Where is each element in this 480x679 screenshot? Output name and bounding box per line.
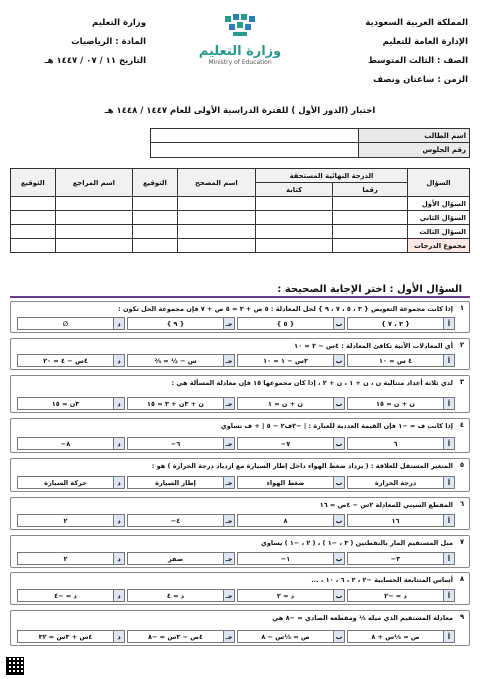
option-letter: جـ: [223, 477, 234, 488]
answer-options: [15, 317, 455, 330]
question-number: ٥: [459, 461, 465, 469]
option-value: ∅: [62, 320, 69, 328]
answer-option[interactable]: [347, 437, 455, 450]
student-fields[interactable]: [150, 128, 358, 158]
answer-options: [15, 397, 455, 410]
qr-code-icon: [6, 657, 24, 675]
question-number: ٢: [459, 341, 465, 349]
option-letter: جـ: [223, 398, 234, 409]
header-date: التاريخ ١١ / ٠٧ / ١٤٤٧ هـ: [44, 56, 146, 66]
header-time: الزمن : ساعتان ونصف: [373, 75, 468, 85]
option-letter: جـ: [223, 631, 234, 642]
question-number: ٨: [459, 575, 465, 583]
answer-options: [15, 437, 455, 450]
option-letter: أ: [443, 438, 454, 449]
header-admin: الإدارة العامة للتعليم: [382, 37, 468, 47]
option-value: { ٥ }: [276, 320, 295, 328]
question-text: ميل المستقيم المار بالنقطتين ( ٣ ، −١ ) ، ( ٢ ، −١ ) يساوي: [260, 539, 453, 547]
answer-option[interactable]: [347, 514, 455, 527]
option-value: { ٣ ، ٧ }: [381, 320, 410, 328]
student-labels: [358, 128, 470, 158]
option-value: ١٦: [391, 517, 400, 525]
header-grade: الصف : الثالث المتوسط: [368, 56, 468, 66]
option-value: صفر: [167, 555, 183, 563]
grade-row: [11, 197, 470, 211]
option-letter: د: [113, 477, 124, 488]
option-value: ٨: [283, 517, 288, 525]
grade-row-total: [11, 239, 470, 253]
option-letter: ب: [333, 477, 344, 488]
option-value: ٤س + ٣س = ٣٢: [38, 633, 93, 641]
header-country: المملكة العربية السعودية: [365, 18, 468, 28]
answer-option[interactable]: [127, 317, 235, 330]
answer-option[interactable]: [17, 552, 125, 565]
option-value: ٣−: [390, 555, 401, 563]
answer-option[interactable]: [127, 514, 235, 527]
answer-option[interactable]: [127, 552, 235, 565]
option-value: ص = ⅓س − ٨: [261, 633, 310, 641]
question-text: إذا كانت مجموعة التعويض { ٣ ، ٥ ، ٧ ، ٩ } لحل المعادلة : ٥ ص + ٣ = ٥ ص + ٧ فإن مجموعة الحل تكون :: [118, 305, 453, 313]
option-letter: جـ: [223, 515, 234, 526]
option-letter: ب: [333, 590, 344, 601]
option-value: س − ½ = ⅔: [154, 357, 197, 365]
answer-option[interactable]: [237, 630, 345, 643]
option-value: { ٩ }: [166, 320, 185, 328]
answer-options: [15, 514, 455, 527]
option-letter: ب: [333, 553, 344, 564]
answer-option[interactable]: [127, 589, 235, 602]
option-value: إطار السيارة: [155, 479, 196, 487]
option-value: ٣ن = ١٥: [51, 400, 80, 408]
answer-option[interactable]: [237, 397, 345, 410]
header-left: [16, 14, 146, 71]
seat-number-field[interactable]: [151, 143, 358, 157]
col-signature: التوقيع: [133, 169, 178, 197]
answer-options: [15, 552, 455, 565]
option-value: د = −٤: [54, 592, 77, 600]
option-value: ص = ⅓س + ٨: [371, 633, 420, 641]
answer-option[interactable]: [347, 589, 455, 602]
option-value: ٢: [63, 555, 68, 563]
logo-english: Ministry of Education: [208, 59, 272, 66]
option-value: ضغط الهواء: [266, 479, 305, 487]
question-item: [10, 572, 470, 605]
question-item: [10, 375, 470, 413]
option-value: ٤س − ٤ = ٢٠: [43, 357, 88, 365]
grade-row-label: السؤال الثاني: [408, 211, 470, 225]
option-letter: جـ: [223, 438, 234, 449]
answer-option[interactable]: [17, 317, 125, 330]
col-numbers: رقما: [333, 183, 408, 197]
answer-options: [15, 476, 455, 489]
answer-option[interactable]: [17, 476, 125, 489]
grade-row-label: السؤال الأول: [408, 197, 470, 211]
col-question: السؤال: [408, 169, 470, 197]
answer-options: [15, 589, 455, 602]
option-letter: د: [113, 515, 124, 526]
seat-number-label: رقم الجلوس: [359, 143, 469, 157]
col-reviewer: اسم المراجع: [55, 169, 133, 197]
option-value: ٨−: [60, 440, 71, 448]
option-value: ٧−: [280, 440, 291, 448]
option-letter: ب: [333, 318, 344, 329]
option-value: د = −٢: [384, 592, 407, 600]
option-value: ن + ن = ١٥: [376, 400, 415, 408]
option-letter: أ: [443, 355, 454, 366]
question-text: المقطع السيني للمعادلة ٢س − ٤ص = ١٦: [319, 501, 453, 509]
answer-option[interactable]: [127, 630, 235, 643]
option-letter: د: [113, 438, 124, 449]
option-letter: د: [113, 398, 124, 409]
answer-option[interactable]: [347, 317, 455, 330]
answer-option[interactable]: [17, 397, 125, 410]
answer-option[interactable]: [127, 437, 235, 450]
answer-option[interactable]: [237, 552, 345, 565]
question-item: [10, 418, 470, 453]
section-title: السؤال الأول : اختر الإجابة الصحيحة :: [10, 283, 470, 298]
answer-option[interactable]: [347, 354, 455, 367]
student-name-field[interactable]: [151, 129, 358, 143]
logo-mark-icon: [223, 12, 257, 42]
answer-option[interactable]: [237, 589, 345, 602]
question-text: لدي ثلاثة أعداد متتالية ن ، ن + ١ ، ن + ٢ ، إذا كان مجموعها ١٥ فإن معادلة المسألة هي :: [171, 379, 453, 387]
option-value: ١−: [280, 555, 291, 563]
question-text: إذا كانت ف = −١ فإن القيمة العددية للعبارة : | −٢ف٢ − ٥ | + ف تساوي: [220, 422, 453, 430]
answer-option[interactable]: [127, 397, 235, 410]
question-item: [10, 301, 470, 333]
question-text: أي المعادلات الآتية تكافئ المعادلة : ٤س − ٢ = ١٠: [294, 342, 453, 350]
answer-option[interactable]: [17, 630, 125, 643]
answer-option[interactable]: [347, 397, 455, 410]
option-letter: ب: [333, 515, 344, 526]
answer-option[interactable]: [347, 476, 455, 489]
option-letter: جـ: [223, 318, 234, 329]
option-value: ٦−: [170, 440, 181, 448]
answer-option[interactable]: [237, 514, 345, 527]
answer-option[interactable]: [17, 514, 125, 527]
option-letter: د: [113, 553, 124, 564]
option-value: ٤ص − ٣س = −٨: [147, 633, 203, 641]
option-letter: ب: [333, 398, 344, 409]
col-corrector: اسم المصحح: [177, 169, 255, 197]
option-letter: د: [113, 631, 124, 642]
option-letter: أ: [443, 318, 454, 329]
grade-row: [11, 211, 470, 225]
question-item: [10, 497, 470, 530]
option-value: د = ٢: [276, 592, 295, 600]
option-value: د = ٤: [166, 592, 185, 600]
answer-option[interactable]: [237, 354, 345, 367]
question-item: [10, 338, 470, 370]
answer-options: [15, 630, 455, 643]
col-signature-2: التوقيع: [11, 169, 56, 197]
option-letter: د: [113, 590, 124, 601]
grades-table: [10, 168, 470, 253]
answer-option[interactable]: [237, 317, 345, 330]
option-value: ن + ٣ن + ٣ = ١٥: [147, 400, 204, 408]
option-letter: أ: [443, 590, 454, 601]
question-item: [10, 458, 470, 492]
option-letter: أ: [443, 631, 454, 642]
answer-option[interactable]: [237, 437, 345, 450]
option-value: درجة الحرارة: [374, 479, 417, 487]
answer-options: [15, 354, 455, 367]
option-letter: أ: [443, 515, 454, 526]
option-value: ن + ن = ١: [267, 400, 303, 408]
header-ministry: وزارة التعليم: [92, 18, 146, 28]
exam-title: اختبار (الدور الأول ) للفترة الدراسية الأولى للعام ١٤٤٧ / ١٤٤٨ هـ: [104, 106, 376, 116]
col-final-grade: الدرجة النهائية المستحقة: [256, 169, 408, 183]
question-text: أساس المتتابعة الحسابية −٢ ، ٢ ، ٦ ، ١٠ ، ...: [311, 576, 453, 584]
option-letter: جـ: [223, 355, 234, 366]
option-value: ٤−: [170, 517, 181, 525]
question-number: ٤: [459, 421, 465, 429]
option-letter: أ: [443, 477, 454, 488]
question-number: ٩: [459, 613, 465, 621]
answer-option[interactable]: [347, 630, 455, 643]
option-letter: د: [113, 355, 124, 366]
option-letter: أ: [443, 553, 454, 564]
option-value: حركة السيارة: [44, 479, 87, 487]
answer-option[interactable]: [17, 437, 125, 450]
question-text: المتغير المستقل للعلاقة : ( يزداد ضغط الهواء داخل إطار السيارة مع ازدياد درجة الحرارة ) هو :: [151, 462, 453, 470]
question-number: ٧: [459, 538, 465, 546]
option-letter: د: [113, 318, 124, 329]
grade-row-label: السؤال الثالث: [408, 225, 470, 239]
grade-row: [11, 225, 470, 239]
option-letter: جـ: [223, 553, 234, 564]
question-text: معادلة المستقيم الذي ميله ⅓ ومقطعه الصادي = −٨ هي: [272, 614, 453, 622]
ministry-logo: [190, 12, 290, 94]
option-letter: أ: [443, 398, 454, 409]
option-letter: ب: [333, 355, 344, 366]
answer-option[interactable]: [237, 476, 345, 489]
header-right: [318, 14, 468, 90]
answer-option[interactable]: [347, 552, 455, 565]
option-value: ٢: [63, 517, 68, 525]
answer-option[interactable]: [17, 354, 125, 367]
answer-option[interactable]: [127, 354, 235, 367]
question-number: ٦: [459, 500, 465, 508]
option-value: ٣س − ١ = ١٠: [263, 357, 308, 365]
question-number: ١: [459, 304, 465, 312]
question-number: ٣: [459, 378, 465, 386]
header-subject: المادة : الرياضيات: [71, 37, 146, 47]
answer-option[interactable]: [17, 589, 125, 602]
option-letter: ب: [333, 631, 344, 642]
logo-arabic: وزارة التعليم: [198, 44, 282, 59]
option-letter: ب: [333, 438, 344, 449]
grade-row-label: مجموع الدرجات: [408, 239, 470, 253]
option-value: ٤ س = ١٠: [378, 357, 413, 365]
answer-option[interactable]: [127, 476, 235, 489]
question-item: [10, 610, 470, 646]
option-value: ٦: [393, 440, 398, 448]
question-item: [10, 535, 470, 568]
col-words: كتابة: [256, 183, 333, 197]
student-name-label: اسم الطالب: [359, 129, 469, 143]
option-letter: جـ: [223, 590, 234, 601]
page-header: [6, 6, 474, 104]
